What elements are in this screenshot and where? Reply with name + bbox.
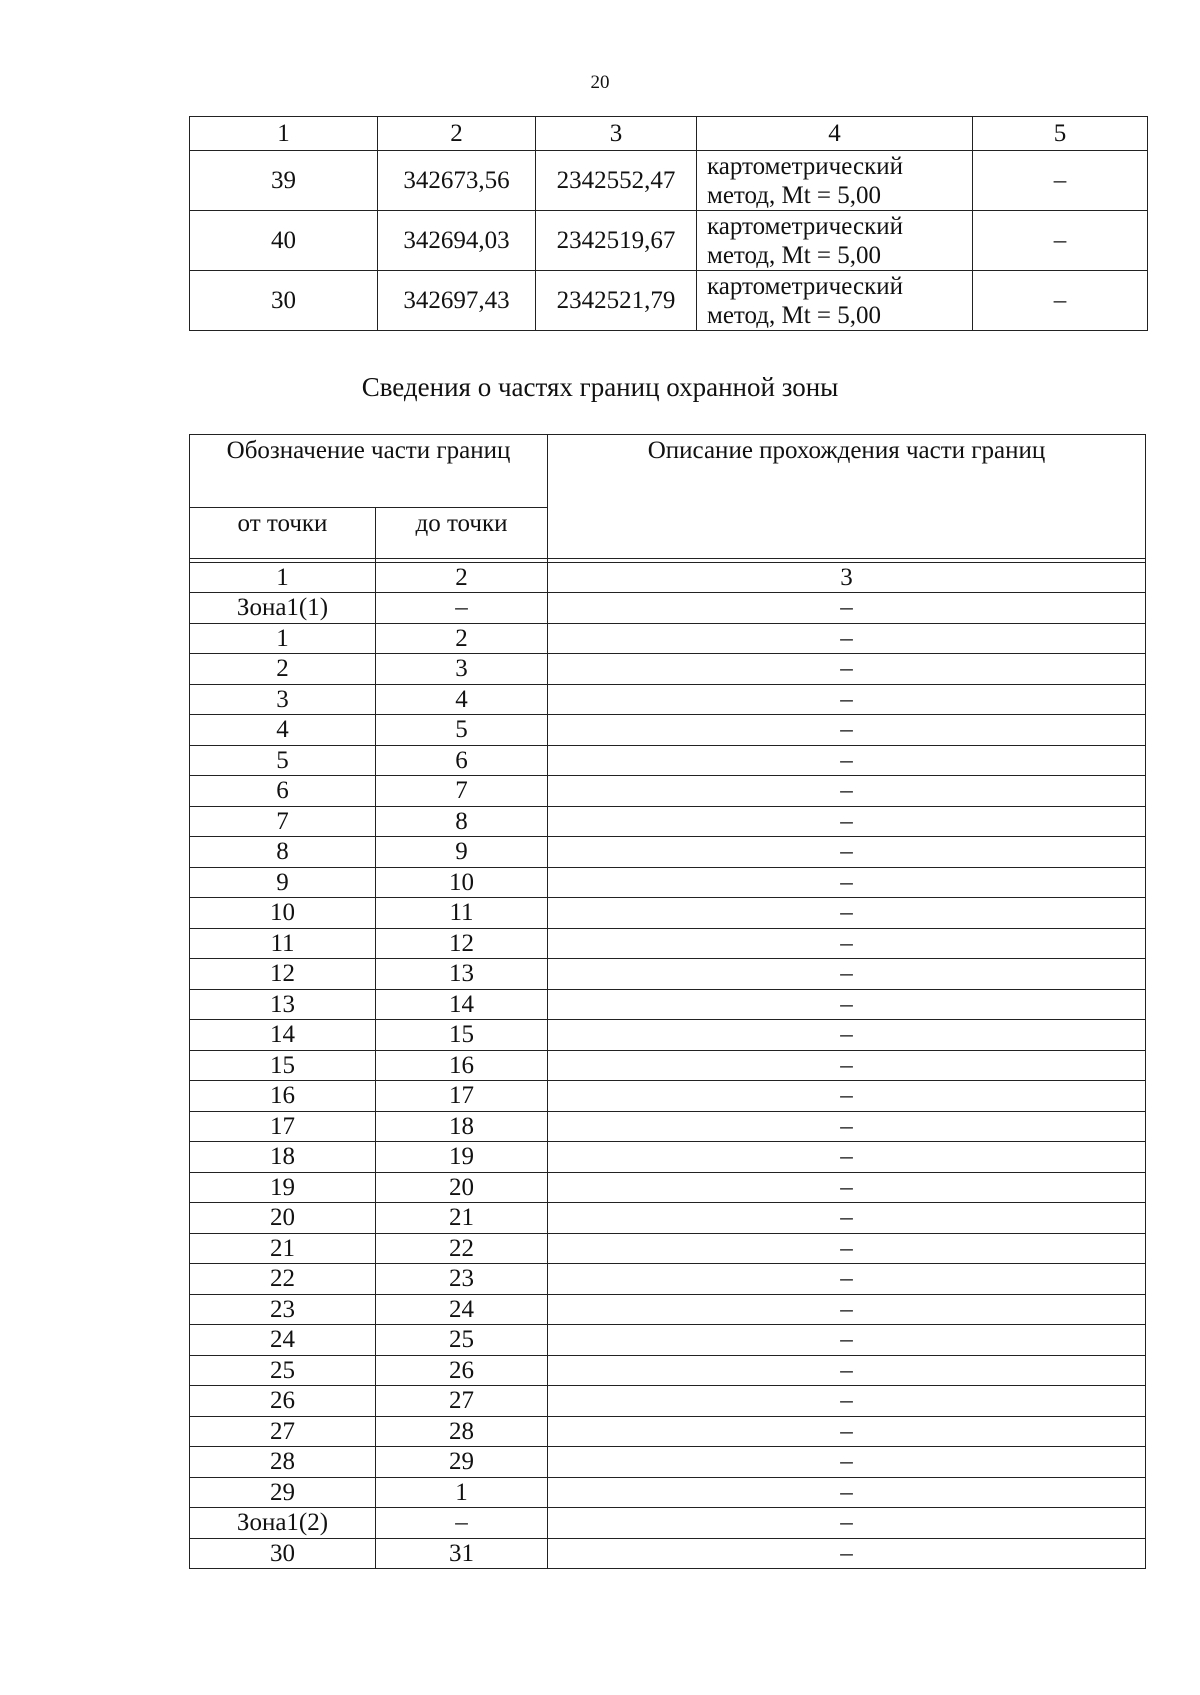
table-row (190, 593, 1146, 624)
table-row (190, 654, 1146, 685)
from-point: 12 (190, 959, 376, 990)
to-point: 15 (376, 1020, 548, 1051)
to-point: 12 (376, 928, 548, 959)
from-point: 30 (190, 1538, 376, 1569)
description: – (548, 715, 1146, 746)
to-point: 25 (376, 1325, 548, 1356)
description: – (548, 1538, 1146, 1569)
from-point: 27 (190, 1416, 376, 1447)
table-row (190, 806, 1146, 837)
boundary-parts-table (189, 434, 1146, 1569)
table-row (190, 1538, 1146, 1569)
from-point: 21 (190, 1233, 376, 1264)
description: – (548, 1447, 1146, 1478)
column-numbers-row (190, 563, 1146, 593)
description: – (548, 898, 1146, 929)
coordinates-table (189, 116, 1148, 331)
coordinate-x: 342697,43 (378, 271, 536, 331)
from-point: 9 (190, 867, 376, 898)
table-row (190, 151, 1148, 211)
column-number: 3 (536, 117, 697, 151)
coordinates-header-row (190, 117, 1148, 151)
coordinate-y: 2342552,47 (536, 151, 697, 211)
table-row (190, 1477, 1146, 1508)
description: – (548, 745, 1146, 776)
from-point: 23 (190, 1294, 376, 1325)
determination-method: картометрический метод, Mt = 5,00 (697, 271, 973, 331)
table-row (190, 684, 1146, 715)
to-point: – (376, 1508, 548, 1539)
to-point: 13 (376, 959, 548, 990)
table-row (190, 989, 1146, 1020)
description: – (548, 806, 1146, 837)
description: – (548, 928, 1146, 959)
table-row (190, 1447, 1146, 1478)
to-point: 10 (376, 867, 548, 898)
column-number: 1 (190, 563, 376, 593)
table-row (190, 898, 1146, 929)
description: – (548, 837, 1146, 868)
to-point: 29 (376, 1447, 548, 1478)
table-row (190, 1203, 1146, 1234)
from-point: 3 (190, 684, 376, 715)
description-header: Описание прохождения части границ (548, 435, 1146, 559)
table-row (190, 1294, 1146, 1325)
from-point: 15 (190, 1050, 376, 1081)
table-row (190, 1050, 1146, 1081)
coordinate-y: 2342521,79 (536, 271, 697, 331)
from-point: 13 (190, 989, 376, 1020)
from-point: 26 (190, 1386, 376, 1417)
to-point: 5 (376, 715, 548, 746)
from-point: 5 (190, 745, 376, 776)
table-row (190, 867, 1146, 898)
description: – (548, 1477, 1146, 1508)
from-point: 25 (190, 1355, 376, 1386)
table-row (190, 1416, 1146, 1447)
to-point: – (376, 593, 548, 624)
table-row (190, 928, 1146, 959)
table-row (190, 1111, 1146, 1142)
to-point: 2 (376, 623, 548, 654)
description: – (548, 1416, 1146, 1447)
column-number: 5 (973, 117, 1148, 151)
description: – (548, 1233, 1146, 1264)
determination-method: картометрический метод, Mt = 5,00 (697, 151, 973, 211)
table-row (190, 1142, 1146, 1173)
description: – (548, 959, 1146, 990)
description: – (548, 1172, 1146, 1203)
to-point: 24 (376, 1294, 548, 1325)
to-point: 22 (376, 1233, 548, 1264)
to-point: 8 (376, 806, 548, 837)
determination-method: картометрический метод, Mt = 5,00 (697, 211, 973, 271)
from-point: 17 (190, 1111, 376, 1142)
description: – (548, 684, 1146, 715)
section-title: Сведения о частях границ охранной зоны (361, 372, 839, 402)
from-point: 24 (190, 1325, 376, 1356)
table-row (190, 715, 1146, 746)
description: – (548, 1355, 1146, 1386)
table-row (190, 211, 1148, 271)
to-point: 20 (376, 1172, 548, 1203)
description: – (548, 1325, 1146, 1356)
from-point: 29 (190, 1477, 376, 1508)
table-row (190, 1325, 1146, 1356)
column-number: 2 (376, 563, 548, 593)
to-point: 4 (376, 684, 548, 715)
to-point: 26 (376, 1355, 548, 1386)
description: – (548, 1050, 1146, 1081)
table-row (190, 1264, 1146, 1295)
from-point: 18 (190, 1142, 376, 1173)
table-row (190, 959, 1146, 990)
table-row (190, 1081, 1146, 1112)
from-point: 16 (190, 1081, 376, 1112)
point-number: 40 (190, 211, 378, 271)
from-point-header: от точки (190, 508, 376, 559)
from-point: 7 (190, 806, 376, 837)
from-point: 22 (190, 1264, 376, 1295)
from-point: 19 (190, 1172, 376, 1203)
from-point: 14 (190, 1020, 376, 1051)
column-number: 3 (548, 563, 1146, 593)
description: – (548, 1203, 1146, 1234)
from-point: 1 (190, 623, 376, 654)
coordinate-x: 342694,03 (378, 211, 536, 271)
to-point: 17 (376, 1081, 548, 1112)
note: – (973, 211, 1148, 271)
to-point: 6 (376, 745, 548, 776)
from-point: Зона1(1) (190, 593, 376, 624)
table-row (190, 271, 1148, 331)
to-point: 18 (376, 1111, 548, 1142)
description: – (548, 1294, 1146, 1325)
table-row (190, 1020, 1146, 1051)
to-point: 9 (376, 837, 548, 868)
table-row (190, 1233, 1146, 1264)
parts-table-body (190, 593, 1146, 1569)
coordinate-x: 342673,56 (378, 151, 536, 211)
description: – (548, 654, 1146, 685)
to-point: 1 (376, 1477, 548, 1508)
description: – (548, 1264, 1146, 1295)
to-point: 16 (376, 1050, 548, 1081)
table-row (190, 1386, 1146, 1417)
to-point: 14 (376, 989, 548, 1020)
from-point: Зона1(2) (190, 1508, 376, 1539)
note: – (973, 151, 1148, 211)
from-point: 20 (190, 1203, 376, 1234)
table-row (190, 837, 1146, 868)
table-row (190, 745, 1146, 776)
description: – (548, 1508, 1146, 1539)
to-point: 19 (376, 1142, 548, 1173)
column-number: 4 (697, 117, 973, 151)
from-point: 8 (190, 837, 376, 868)
to-point: 21 (376, 1203, 548, 1234)
description: – (548, 1020, 1146, 1051)
table-row (190, 1355, 1146, 1386)
column-number: 2 (378, 117, 536, 151)
description: – (548, 1142, 1146, 1173)
description: – (548, 1111, 1146, 1142)
description: – (548, 1081, 1146, 1112)
from-point: 10 (190, 898, 376, 929)
description: – (548, 623, 1146, 654)
column-number: 1 (190, 117, 378, 151)
table-row (190, 776, 1146, 807)
description: – (548, 776, 1146, 807)
description: – (548, 1386, 1146, 1417)
table-row (190, 1508, 1146, 1539)
from-point: 4 (190, 715, 376, 746)
to-point: 31 (376, 1538, 548, 1569)
table-row (190, 1172, 1146, 1203)
coordinate-y: 2342519,67 (536, 211, 697, 271)
from-point: 2 (190, 654, 376, 685)
to-point: 23 (376, 1264, 548, 1295)
description: – (548, 989, 1146, 1020)
point-number: 39 (190, 151, 378, 211)
to-point: 27 (376, 1386, 548, 1417)
to-point: 7 (376, 776, 548, 807)
page-number: 20 (590, 72, 610, 93)
header-row (190, 435, 1146, 508)
to-point-header: до точки (376, 508, 548, 559)
description: – (548, 593, 1146, 624)
to-point: 11 (376, 898, 548, 929)
table-row (190, 623, 1146, 654)
to-point: 28 (376, 1416, 548, 1447)
from-point: 6 (190, 776, 376, 807)
designation-header: Обозначение части границ (190, 435, 548, 508)
description: – (548, 867, 1146, 898)
from-point: 11 (190, 928, 376, 959)
to-point: 3 (376, 654, 548, 685)
point-number: 30 (190, 271, 378, 331)
from-point: 28 (190, 1447, 376, 1478)
note: – (973, 271, 1148, 331)
